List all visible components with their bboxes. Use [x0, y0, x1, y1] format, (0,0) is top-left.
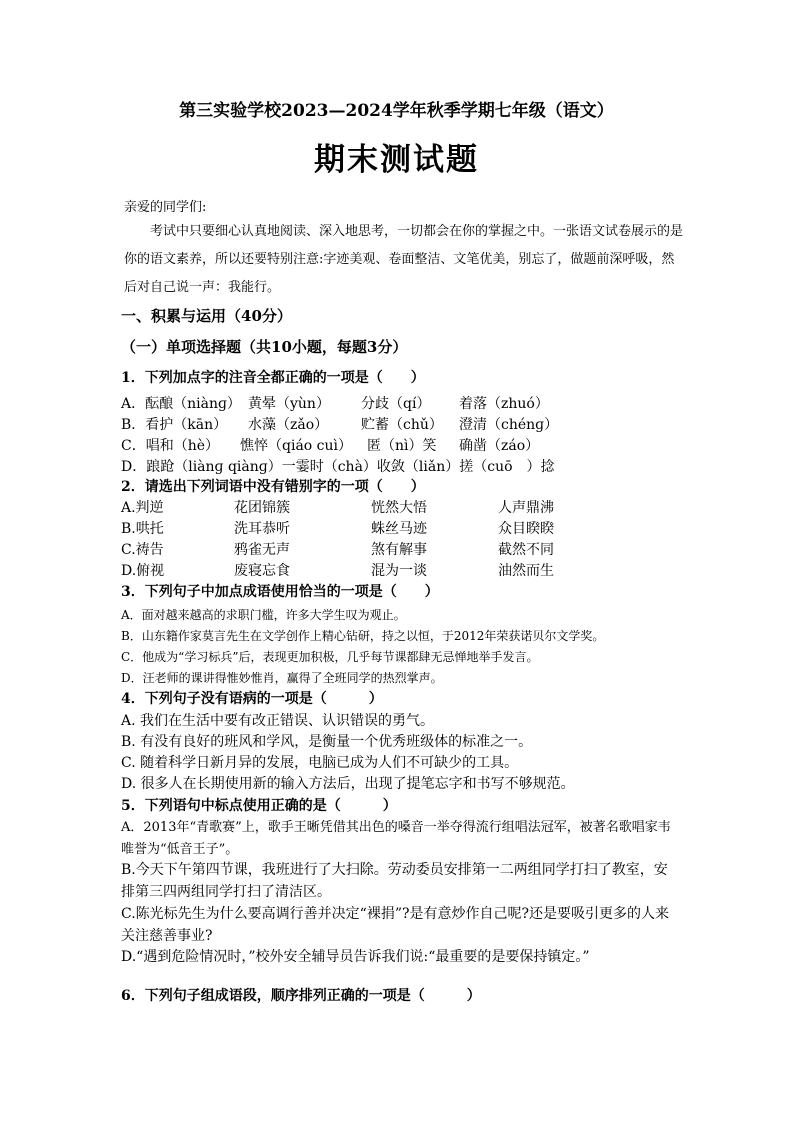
q2-option: 人声鼎沸	[498, 500, 554, 516]
q1-option: B．看护（kān）	[121, 417, 228, 433]
q2-option: 恍然大悟	[371, 500, 427, 516]
q1-option: 匿（nì）笑	[367, 438, 437, 454]
q5-option: B.今天下午第四节课，我班进行了大扫除。劳动委员安排第一二两组同学打扫了教室，安排第三四两组同学打扫了清洁区。	[121, 862, 668, 900]
q3-option: D．汪老师的课讲得惟妙惟肖，赢得了全班同学的热烈掌声。	[121, 671, 443, 685]
q1-stem: 1．下列加点字的注音全都正确的一项是（ ）	[121, 370, 425, 386]
q2-option: B.哄托	[121, 521, 164, 537]
q1-option: C．唱和（hè）	[121, 438, 220, 454]
q2-option: 蛛丝马迹	[371, 521, 427, 537]
q3-option: A．面对越来越高的求职门槛，许多大学生叹为观止。	[121, 608, 406, 622]
q3-option: C．他成为“学习标兵”后，表现更加积极，几乎每节课都肆无忌惮地举手发言。	[121, 650, 539, 664]
section-heading: 一、积累与运用（40分）	[121, 307, 292, 325]
q3-option: B．山东籍作家莫言先生在文学创作上精心钻研，持之以恒，于2012年荣获诺贝尔文学奖。	[121, 629, 605, 643]
q4-option: B. 有没有良好的班风和学风，是衡量一个优秀班级体的标准之一。	[121, 734, 533, 750]
q2-option: 废寝忘食	[234, 563, 290, 579]
q5-stem: 5．下列语句中标点使用正确的是（ ）	[121, 798, 397, 814]
q2-option: 煞有解事	[371, 542, 427, 558]
intro-body: 考试中只要细心认真地阅读、深入地思考，一切都会在你的掌握之中。一张语文试卷展示的是你的语文素养，所以还要特别注意:字迹美观、卷面整洁、文笔优美，别忘了，做题前深呼吸，然后对自己说一声：我能行。	[124, 224, 684, 295]
q4-option: C. 随着科学日新月异的发展，电脑已成为人们不可缺少的工具。	[121, 755, 519, 771]
q2-option: 鸦雀无声	[234, 542, 290, 558]
q1-option: 黄晕（yùn）	[248, 396, 330, 412]
q1-option: 贮蓄（chǔ）	[361, 417, 443, 433]
q4-option: A. 我们在生活中要有改正错误、认识错误的勇气。	[121, 713, 435, 729]
q2-option: 众目睽睽	[498, 521, 554, 537]
q3-stem: 3．下列句子中加点成语使用恰当的一项是（ ）	[121, 584, 439, 600]
q1-option: 澄清（chénɡ）	[459, 417, 559, 433]
q5-option: C.陈光标先生为什么要高调行善并决定“裸捐”?是有意炒作自己呢?还是要吸引更多的人来关注慈善事业?	[121, 906, 669, 944]
q1-option: D．踉跄（liànɡ qiànɡ）一霎时（chà）收敛（liǎn）搓（cuō ）捻	[121, 459, 555, 475]
q1-option: 憔悴（qiáo cuì）	[240, 438, 352, 454]
q1-option: 分歧（qí）	[361, 396, 431, 412]
exam-subtitle: 期末测试题	[314, 142, 479, 178]
q2-option: D.俯视	[121, 563, 165, 579]
q4-option: D. 很多人在长期使用新的输入方法后，出现了提笔忘字和书写不够规范。	[121, 776, 575, 792]
q2-stem: 2．请选出下列词语中没有错别字的一项（ ）	[121, 479, 425, 495]
q4-stem: 4．下列句子没有语病的一项是（ ）	[121, 691, 383, 707]
q6-stem: 6．下列句子组成语段，顺序排列正确的一项是（ ）	[121, 988, 481, 1004]
q2-option: A.判逆	[121, 500, 164, 516]
exam-title: 第三实验学校2023—2024学年秋季学期七年级（语文）	[179, 101, 614, 121]
q1-option: 水藻（zǎo）	[248, 417, 329, 433]
q2-option: 花团锦簇	[234, 500, 290, 516]
intro-greeting: 亲爱的同学们:	[124, 200, 207, 215]
q2-option: C.祷告	[121, 542, 164, 558]
q2-option: 油然而生	[498, 563, 554, 579]
q5-option: D.“遇到危险情况时，”校外安全辅导员告诉我们说:“最重要的是要保持镇定。”	[121, 949, 590, 965]
section-subheading: （一）单项选择题（共10小题，每题3分）	[121, 338, 408, 356]
q1-option: A．酝酿（niànɡ）	[121, 396, 241, 412]
q2-option: 混为一谈	[371, 563, 427, 579]
q5-option: A．2013年“青歌赛”上，歌手王晰凭借其出色的嗓音一举夺得流行组唱法冠军，被著名歌唱家韦唯誉为“低音王子”。	[121, 820, 671, 857]
q1-option: 确凿（záo）	[459, 438, 540, 454]
q2-option: 截然不同	[498, 542, 554, 558]
q1-option: 着落（zhuó）	[459, 396, 549, 412]
q2-option: 洗耳恭听	[234, 521, 290, 537]
